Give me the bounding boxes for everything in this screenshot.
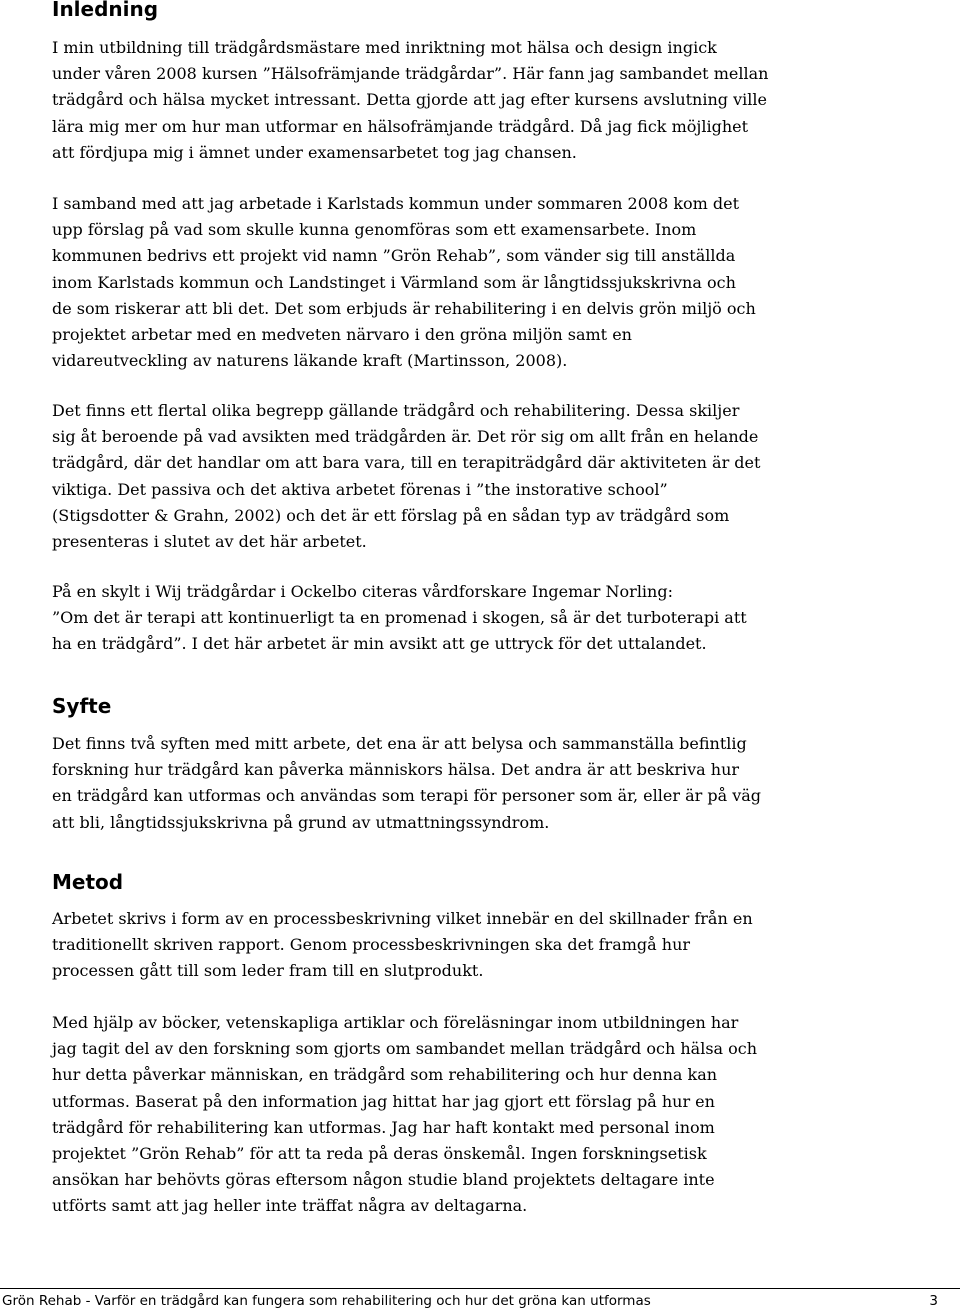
paragraph-inledning-3 bbox=[52, 398, 760, 555]
paragraph-inledning-1 bbox=[52, 35, 768, 166]
heading-metod: Metod bbox=[52, 870, 124, 894]
text-line: trädgård, där det handlar om att bara vara, till en terapiträdgård där aktiviteten är det bbox=[52, 453, 761, 473]
text-line: vidareutveckling av naturens läkande kraft (Martinsson, 2008). bbox=[52, 351, 568, 371]
paragraph-metod-2 bbox=[52, 1010, 757, 1220]
text-line: På en skylt i Wij trädgårdar i Ockelbo citeras vårdforskare Ingemar Norling: bbox=[52, 582, 673, 601]
text-line: lära mig mer om hur man utformar en hälsofrämjande trädgård. Då jag fick möjlighet bbox=[52, 116, 749, 136]
heading-inledning: Inledning bbox=[52, 0, 159, 21]
text-line: traditionellt skriven rapport. Genom processbeskrivningen ska det framgå hur bbox=[52, 935, 691, 955]
text-line: ”Om det är terapi att kontinuerligt ta en promenad i skogen, så är det turboterapi att bbox=[52, 608, 747, 628]
footer-title: Grön Rehab - Varför en trädgård kan fungera som rehabilitering och hur det gröna kan utformas bbox=[2, 1293, 651, 1309]
text-line: forskning hur trädgård kan påverka människors hälsa. Det andra är att beskriva hur bbox=[52, 760, 740, 780]
text-line: I samband med att jag arbetade i Karlstads kommun under sommaren 2008 kom det bbox=[52, 194, 740, 213]
page-number: 3 bbox=[929, 1293, 938, 1309]
text-line: under våren 2008 kursen ”Hälsofrämjande trädgårdar”. Här fann jag sambandet mellan bbox=[52, 64, 769, 84]
text-line: upp förslag på vad som skulle kunna genomföras som ett examensarbete. Inom bbox=[52, 220, 697, 240]
text-line: inom Karlstads kommun och Landstinget i Värmland som är långtidssjukskrivna och bbox=[52, 272, 736, 292]
text-line: trädgård för rehabilitering kan utformas. Jag har haft kontakt med personal inom bbox=[52, 1117, 715, 1137]
text-line: Det finns ett flertal olika begrepp gällande trädgård och rehabilitering. Dessa skiljer bbox=[52, 401, 740, 420]
text-line: (Stigsdotter & Grahn, 2002) och det är ett förslag på en sådan typ av trädgård som bbox=[52, 505, 730, 525]
text-line: Med hjälp av böcker, vetenskapliga artiklar och föreläsningar inom utbildningen har bbox=[52, 1013, 739, 1032]
text-line: projektet arbetar med en medveten närvaro i den gröna miljön samt en bbox=[52, 325, 632, 345]
text-line: utformas. Baserat på den information jag hittat har jag gjort ett förslag på hur en bbox=[52, 1091, 715, 1111]
paragraph-syfte-1 bbox=[52, 731, 761, 836]
text-line: sig åt beroende på vad avsikten med trädgården är. Det rör sig om allt från en helande bbox=[52, 427, 759, 447]
text-line: ha en trädgård”. I det här arbetet är min avsikt att ge uttryck för det uttalandet. bbox=[52, 634, 707, 654]
text-line: de som riskerar att bli det. Det som erbjuds är rehabilitering i en delvis grön miljö och bbox=[52, 298, 756, 318]
paragraph-inledning-4 bbox=[52, 579, 747, 658]
heading-syfte: Syfte bbox=[52, 694, 112, 718]
text-line: hur detta påverkar människan, en trädgård som rehabilitering och hur denna kan bbox=[52, 1065, 718, 1085]
text-line: Arbetet skrivs i form av en processbeskrivning vilket innebär en del skillnader från en bbox=[52, 909, 753, 928]
text-line: presenteras i slutet av det här arbetet. bbox=[52, 532, 367, 552]
text-line: kommunen bedrivs ett projekt vid namn ”Grön Rehab”, som vänder sig till anställda bbox=[52, 246, 736, 266]
text-line: viktiga. Det passiva och det aktiva arbetet förenas i ”the instorative school” bbox=[52, 479, 668, 499]
text-line: att fördjupa mig i ämnet under examensarbetet tog jag chansen. bbox=[52, 142, 577, 162]
text-line: trädgård och hälsa mycket intressant. Detta gjorde att jag efter kursens avslutning ville bbox=[52, 90, 767, 110]
text-line: projektet ”Grön Rehab” för att ta reda på deras önskemål. Ingen forskningsetisk bbox=[52, 1144, 707, 1164]
text-line: ansökan har behövts göras eftersom någon studie bland projektets deltagare inte bbox=[52, 1170, 715, 1190]
text-line: att bli, långtidssjukskrivna på grund av utmattningssyndrom. bbox=[52, 812, 550, 832]
text-line: en trädgård kan utformas och användas som terapi för personer som är, eller är på väg bbox=[52, 786, 762, 806]
text-line: processen gått till som leder fram till en slutprodukt. bbox=[52, 961, 484, 981]
text-line: utförts samt att jag heller inte träffat några av deltagarna. bbox=[52, 1196, 528, 1216]
text-line: jag tagit del av den forskning som gjorts om sambandet mellan trädgård och hälsa och bbox=[52, 1039, 758, 1059]
paragraph-metod-1 bbox=[52, 906, 753, 985]
footer-divider bbox=[0, 1288, 960, 1289]
paragraph-inledning-2 bbox=[52, 191, 756, 374]
text-line: I min utbildning till trädgårdsmästare med inriktning mot hälsa och design ingick bbox=[52, 38, 717, 57]
text-line: Det finns två syften med mitt arbete, det ena är att belysa och sammanställa befintlig bbox=[52, 734, 747, 753]
